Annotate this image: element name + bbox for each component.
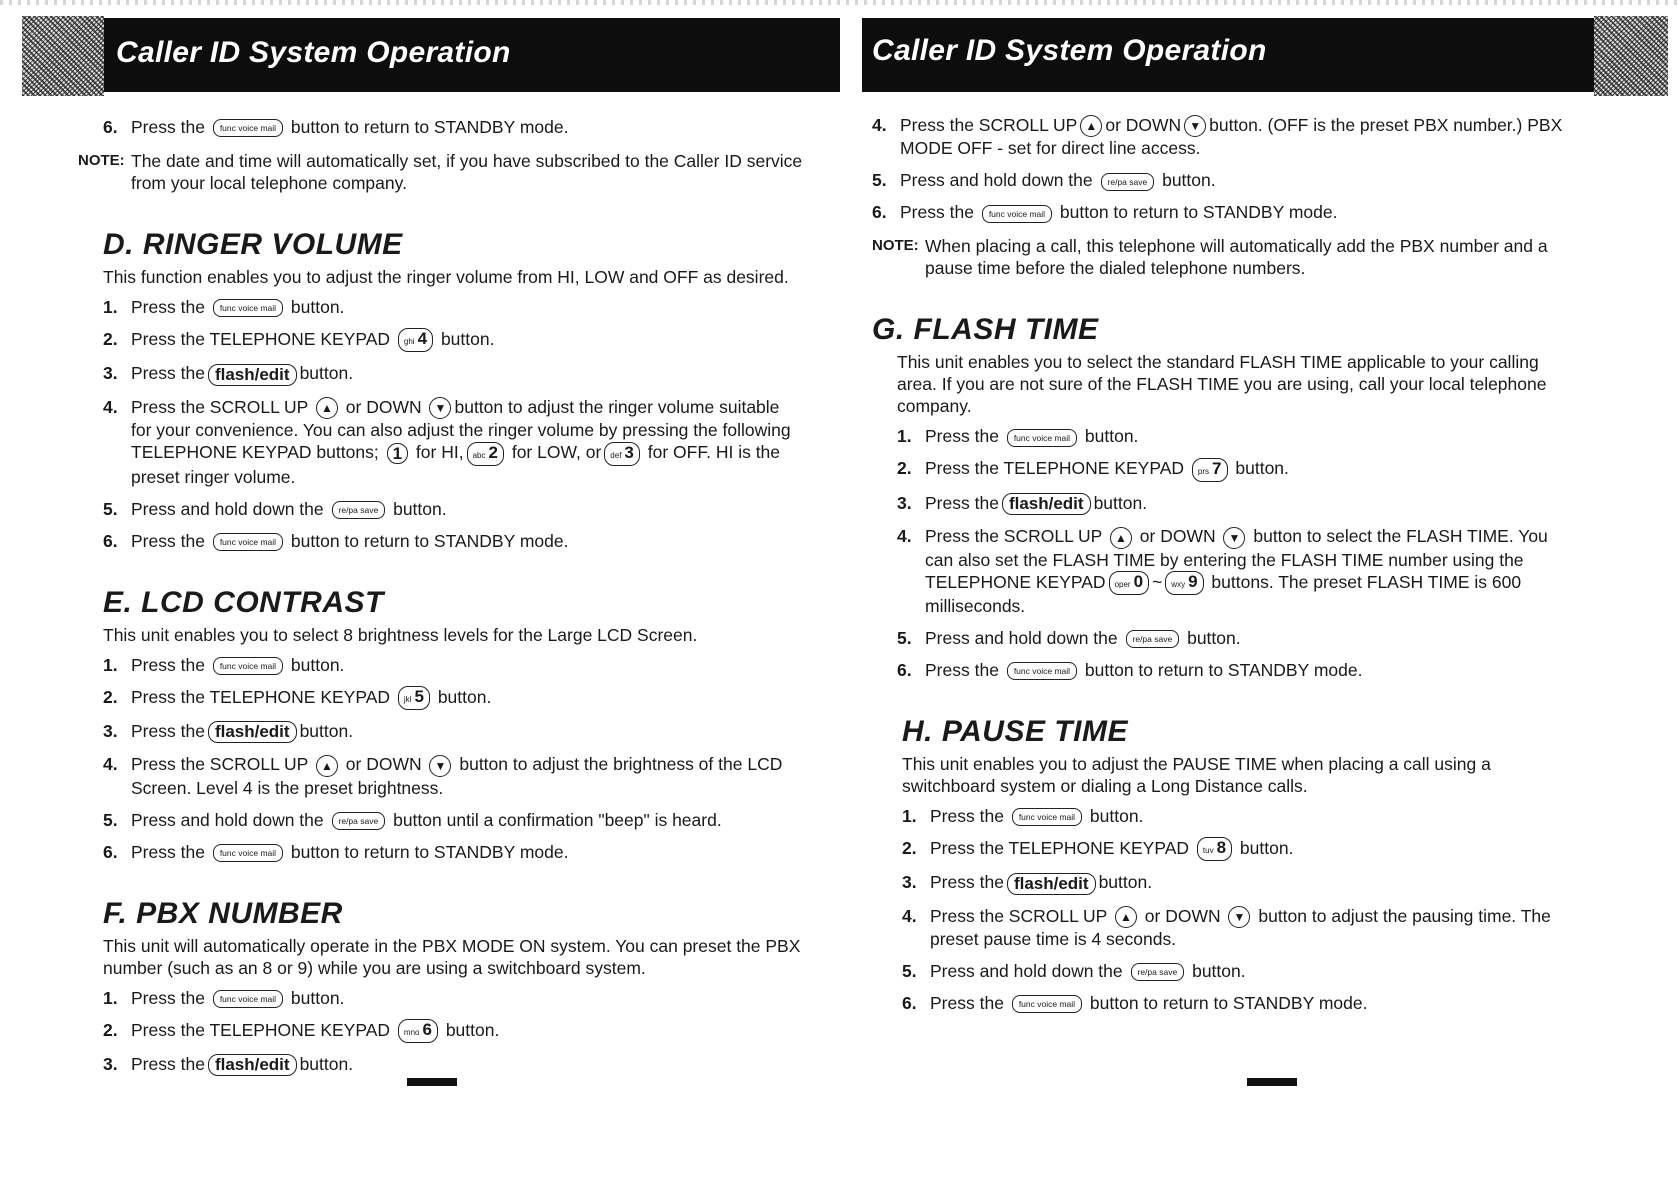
func-voicemail-key-icon: func voice mail bbox=[213, 844, 283, 862]
keypad-4-icon: ghi 4 bbox=[398, 328, 433, 352]
steps-list bbox=[897, 425, 1572, 681]
step-item: 6. Press the func voice mail button to return to STANDBY mode. bbox=[897, 659, 1363, 680]
scroll-up-icon: ▲ bbox=[316, 397, 338, 419]
func-voicemail-key-icon: func voice mail bbox=[213, 299, 283, 317]
step-item: 1. Press the func voice mail button. bbox=[103, 987, 345, 1008]
step-item: 1. Press the func voice mail button. bbox=[103, 654, 345, 675]
scroll-up-icon: ▲ bbox=[1080, 115, 1102, 137]
section-heading-pause-time: H. PAUSE TIME bbox=[902, 714, 1128, 748]
keypad-2-icon: abc 2 bbox=[467, 442, 504, 466]
step-item: 4. Press the SCROLL UP ▲ or DOWN ▼ button to adjust the pausing time. The preset pause time is 4 seconds. bbox=[902, 905, 1551, 949]
func-voicemail-key-icon: func voice mail bbox=[1012, 808, 1082, 826]
step-item: 5. Press and hold down the re/pa save button. bbox=[897, 627, 1241, 648]
flash-edit-key-icon: flash/edit bbox=[208, 721, 297, 743]
page-title: Caller ID System Operation bbox=[872, 34, 1267, 67]
func-voicemail-key-icon: func voice mail bbox=[1007, 429, 1077, 447]
func-voicemail-key-icon: func voice mail bbox=[1007, 662, 1077, 680]
step-item: 3. Press the flash/edit button. bbox=[902, 872, 1153, 893]
step-item: 2. Press the TELEPHONE KEYPAD ghi 4 button. bbox=[103, 328, 803, 352]
step-item: 6. Press the func voice mail button to return to STANDBY mode. bbox=[902, 993, 1368, 1013]
section-description: This unit enables you to select 8 brightness levels for the Large LCD Screen. bbox=[103, 624, 698, 645]
keypad-1-icon: 1 bbox=[387, 443, 408, 464]
scroll-up-icon: ▲ bbox=[1110, 527, 1132, 549]
scroll-up-icon: ▲ bbox=[316, 755, 338, 777]
step-item: 5. Press and hold down the re/pa save button. bbox=[103, 498, 447, 519]
step-item: 6. Press the func voice mail button to return to STANDBY mode. bbox=[872, 202, 1338, 223]
scroll-down-icon: ▼ bbox=[1184, 115, 1206, 137]
keypad-5-icon: jkl 5 bbox=[398, 686, 430, 710]
step-item: 2. Press the TELEPHONE KEYPAD prs 7 button. bbox=[897, 457, 1572, 481]
repa-save-key-icon: re/pa save bbox=[1101, 173, 1155, 191]
step-item: 6. Press the func voice mail button to return to STANDBY mode. bbox=[103, 530, 569, 551]
step-item: 6. Press the func voice mail button to return to STANDBY mode. bbox=[103, 841, 569, 862]
section-heading-lcd-contrast: E. LCD CONTRAST bbox=[103, 585, 384, 619]
scroll-down-icon: ▼ bbox=[429, 397, 451, 419]
step-item: 2. Press the TELEPHONE KEYPAD mno 6 button. bbox=[103, 1019, 803, 1043]
step-item: 1. Press the func voice mail button. bbox=[103, 297, 345, 317]
repa-save-key-icon: re/pa save bbox=[1126, 630, 1180, 648]
page-number-mark bbox=[407, 1078, 457, 1086]
section-description: This unit enables you to adjust the PAUSE TIME when placing a call using a switchboard system or dialing a Long Distance calls. bbox=[902, 753, 1491, 796]
repa-save-key-icon: re/pa save bbox=[1131, 963, 1185, 981]
step-item: 5. Press and hold down the re/pa save button. bbox=[872, 170, 1216, 191]
step-item: 1. Press the func voice mail button. bbox=[897, 426, 1139, 447]
section-heading-flash-time: G. FLASH TIME bbox=[872, 313, 1099, 347]
step-item: 4. Press the SCROLL UP ▲ or DOWN ▼ button to adjust the ringer volume suitable for your convenience. You can also adjust the ringer volume by pressing the following TELEPHONE KEYPAD buttons; 1 for HI, abc 2 for LOW, or def 3 for OFF. HI is the preset ringer volume. bbox=[103, 396, 791, 487]
func-voicemail-key-icon: func voice mail bbox=[982, 205, 1052, 223]
step-item: 3. Press the flash/edit button. bbox=[103, 363, 354, 384]
page-header bbox=[862, 18, 1668, 92]
left-page bbox=[0, 18, 816, 1178]
step-item: 5. Press and hold down the re/pa save button until a confirmation "beep" is heard. bbox=[103, 809, 722, 830]
right-content bbox=[872, 114, 1572, 1024]
step-item: 1. Press the func voice mail button. bbox=[902, 805, 1144, 826]
scroll-down-icon: ▼ bbox=[429, 755, 451, 777]
scroll-down-icon: ▼ bbox=[1228, 906, 1250, 928]
step-item: 4. Press the SCROLL UP ▲ or DOWN ▼ button to select the FLASH TIME. You can also set the FLASH TIME by entering the FLASH TIME number using the TELEPHONE KEYPAD oper 0 ~ wxy 9 buttons. The preset FLASH TIME is 600 milliseconds. bbox=[897, 526, 1548, 616]
flash-edit-key-icon: flash/edit bbox=[208, 364, 297, 386]
step-item: 3. Press the flash/edit button. bbox=[897, 492, 1148, 514]
section-heading-ringer-volume: D. RINGER VOLUME bbox=[103, 228, 403, 261]
step-item: 3. Press the flash/edit button. bbox=[103, 720, 354, 742]
func-voicemail-key-icon: func voice mail bbox=[213, 657, 283, 675]
scan-noise-corner bbox=[1594, 16, 1668, 96]
flash-edit-key-icon: flash/edit bbox=[1002, 493, 1091, 515]
func-voicemail-key-icon: func voice mail bbox=[1012, 995, 1082, 1013]
section-description: This unit will automatically operate in the PBX MODE ON system. You can preset the PBX number (such as an 8 or 9) while you are using a switchboard system. bbox=[103, 935, 801, 978]
repa-save-key-icon: re/pa save bbox=[332, 501, 386, 519]
step-item: 5. Press and hold down the re/pa save button. bbox=[902, 961, 1246, 981]
keypad-8-icon: tuv 8 bbox=[1197, 837, 1232, 861]
steps-list bbox=[902, 805, 1572, 1014]
section-heading-pbx-number: F. PBX NUMBER bbox=[103, 896, 343, 930]
page-title: Caller ID System Operation bbox=[116, 36, 511, 69]
func-voicemail-key-icon: func voice mail bbox=[213, 990, 283, 1008]
scan-noise-corner bbox=[22, 16, 104, 96]
keypad-9-icon: wxy 9 bbox=[1165, 571, 1203, 595]
step-item: 4. Press the SCROLL UP ▲ or DOWN ▼ button. (OFF is the preset PBX number.) PBX MODE OFF - set for direct line access. bbox=[872, 115, 1563, 159]
scroll-down-icon: ▼ bbox=[1223, 527, 1245, 549]
keypad-7-icon: prs 7 bbox=[1192, 458, 1228, 482]
section-description: This unit enables you to select the standard FLASH TIME applicable to your calling area. If you are not sure of the FLASH TIME you are using, call your local telephone company. bbox=[897, 352, 1547, 417]
step-item: 6. Press the func voice mail button to return to STANDBY mode. bbox=[103, 117, 569, 137]
keypad-6-icon: mno 6 bbox=[398, 1019, 438, 1043]
note: NOTE: The date and time will automatically set, if you have subscribed to the Caller ID service from your local telephone company. bbox=[78, 151, 803, 193]
scan-edge-line bbox=[0, 0, 1678, 5]
keypad-3-icon: def 3 bbox=[604, 442, 640, 466]
step-item: 2. Press the TELEPHONE KEYPAD jkl 5 button. bbox=[103, 686, 803, 710]
step-item: 4. Press the SCROLL UP ▲ or DOWN ▼ button to adjust the brightness of the LCD Screen. Level 4 is the preset brightness. bbox=[103, 754, 783, 798]
page-number-mark bbox=[1247, 1078, 1297, 1086]
repa-save-key-icon: re/pa save bbox=[332, 812, 386, 830]
step-item: 2. Press the TELEPHONE KEYPAD tuv 8 button. bbox=[902, 837, 1572, 861]
func-voicemail-key-icon: func voice mail bbox=[213, 533, 283, 551]
scroll-up-icon: ▲ bbox=[1115, 906, 1137, 928]
section-description: This function enables you to adjust the ringer volume from HI, LOW and OFF as desired. bbox=[103, 267, 789, 287]
left-content bbox=[78, 116, 803, 1086]
note: NOTE: When placing a call, this telephone will automatically add the PBX number and a pause time before the dialed telephone numbers. bbox=[872, 236, 1548, 279]
func-voicemail-key-icon: func voice mail bbox=[213, 119, 283, 137]
flash-edit-key-icon: flash/edit bbox=[1007, 873, 1096, 895]
flash-edit-key-icon: flash/edit bbox=[208, 1054, 297, 1076]
right-page bbox=[850, 18, 1666, 1178]
page-header bbox=[22, 18, 840, 92]
step-item: 3. Press the flash/edit button. bbox=[103, 1054, 354, 1075]
keypad-0-icon: oper 0 bbox=[1109, 571, 1149, 595]
